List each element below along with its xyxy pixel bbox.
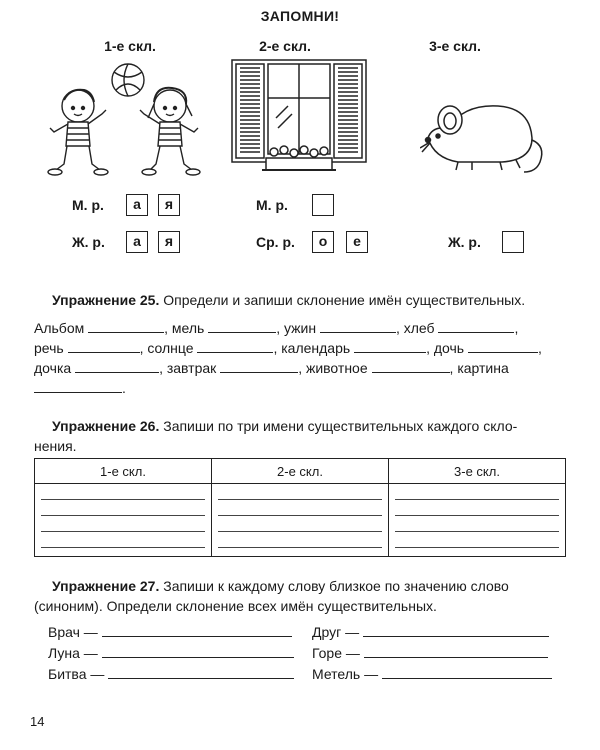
declension-1-heading: 1-е скл. (104, 38, 156, 54)
ending-box: о (312, 231, 334, 253)
word: Альбом (34, 320, 85, 336)
table-line[interactable] (395, 516, 559, 532)
word: завтрак (166, 360, 217, 376)
answer-blank[interactable] (220, 360, 298, 373)
table-line[interactable] (218, 500, 382, 516)
answer-blank[interactable] (75, 360, 159, 373)
answer-blank[interactable] (372, 360, 450, 373)
window-illustration (228, 58, 370, 180)
table-header-3: 3-е скл. (389, 459, 566, 484)
exercise-25-instruction (52, 290, 572, 311)
synonym-answer-line[interactable] (382, 666, 552, 679)
table-line[interactable] (41, 532, 205, 548)
word: солнце (147, 340, 194, 356)
exercise-26-title: Упражнение 26. (52, 418, 160, 434)
synonym-word: Луна (48, 645, 80, 661)
answer-blank[interactable] (88, 320, 164, 333)
table-cell[interactable] (212, 484, 389, 557)
synonym-row (48, 624, 292, 640)
exercise-27-instruction (52, 576, 572, 597)
answer-blank[interactable] (197, 340, 273, 353)
table-line[interactable] (41, 500, 205, 516)
declension-3-heading: 3-е скл. (429, 38, 481, 54)
table-header-1: 1-е скл. (35, 459, 212, 484)
exercise-25-row: Альбом , мель , ужин , хлеб , (34, 320, 519, 336)
exercise-27-task: Запиши к каждому слову близкое по значению слово (163, 578, 509, 594)
declension-2-neut-label: Ср. р. (256, 234, 295, 250)
ending-box-empty[interactable] (502, 231, 524, 253)
synonym-answer-line[interactable] (364, 645, 548, 658)
synonym-row (312, 666, 552, 682)
boy-figure (48, 90, 108, 175)
table-header-2: 2-е скл. (212, 459, 389, 484)
synonym-row (312, 624, 549, 640)
word: хлеб (403, 320, 435, 336)
exercise-27-title: Упражнение 27. (52, 578, 160, 594)
word: ужин (284, 320, 317, 336)
synonym-word: Горе (312, 645, 343, 661)
table-line[interactable] (218, 484, 382, 500)
synonym-word: Врач (48, 624, 80, 640)
children-with-ball-illustration (40, 58, 210, 183)
synonym-row (48, 666, 294, 682)
declension-table (34, 458, 566, 557)
exercise-26-instruction (52, 416, 572, 437)
declension-2-heading: 2-е скл. (259, 38, 311, 54)
exercise-27-task-cont: (синоним). Определи склонение всех имён существительных. (34, 598, 437, 614)
declension-2-masc-label: М. р. (256, 197, 288, 213)
dash: — (345, 624, 360, 640)
answer-blank[interactable] (68, 340, 140, 353)
table-line[interactable] (41, 484, 205, 500)
declension-3-fem-label: Ж. р. (448, 234, 481, 250)
synonym-answer-line[interactable] (102, 624, 292, 637)
table-line[interactable] (218, 532, 382, 548)
table-line[interactable] (41, 516, 205, 532)
mouse-illustration (420, 90, 550, 175)
synonym-word: Метель (312, 666, 361, 682)
word: животное (305, 360, 368, 376)
exercise-25-row: дочка , завтрак , животное , картина (34, 360, 509, 376)
dash: — (90, 666, 105, 682)
answer-blank[interactable] (438, 320, 514, 333)
page-number: 14 (30, 714, 45, 729)
answer-blank[interactable] (208, 320, 276, 333)
table-cell[interactable] (389, 484, 566, 557)
synonym-answer-line[interactable] (108, 666, 294, 679)
dash: — (345, 645, 360, 661)
exercise-25-task: Определи и запиши склонение имён существительных. (163, 292, 526, 308)
synonym-answer-line[interactable] (363, 624, 549, 637)
dash: — (83, 645, 98, 661)
answer-blank[interactable] (468, 340, 538, 353)
ending-box: а (126, 194, 148, 216)
table-line[interactable] (218, 516, 382, 532)
ending-box-empty[interactable] (312, 194, 334, 216)
table-line[interactable] (395, 484, 559, 500)
exercise-25-row: . (34, 380, 126, 396)
table-line[interactable] (395, 532, 559, 548)
answer-blank[interactable] (320, 320, 396, 333)
page-title: ЗАПОМНИ! (260, 8, 340, 24)
word: картина (457, 360, 509, 376)
declension-1-fem-label: Ж. р. (72, 234, 105, 250)
ending-box: я (158, 194, 180, 216)
synonym-row (48, 645, 294, 661)
word: мель (171, 320, 205, 336)
exercise-25-row: речь , солнце , календарь , дочь , (34, 340, 542, 356)
synonym-word: Битва (48, 666, 87, 682)
declension-1-masc-label: М. р. (72, 197, 104, 213)
exercise-26-task-cont: нения. (34, 438, 77, 454)
answer-blank[interactable] (34, 380, 122, 393)
table-cell[interactable] (35, 484, 212, 557)
synonym-row (312, 645, 548, 661)
exercise-25-title: Упражнение 25. (52, 292, 160, 308)
ending-box: е (346, 231, 368, 253)
dash: — (83, 624, 98, 640)
synonym-word: Друг (312, 624, 342, 640)
word: дочь (433, 340, 465, 356)
ending-box: я (158, 231, 180, 253)
dash: — (364, 666, 379, 682)
word: речь (34, 340, 64, 356)
answer-blank[interactable] (354, 340, 426, 353)
exercise-26-task: Запиши по три имени существительных каждого скло- (163, 418, 518, 434)
word: календарь (281, 340, 351, 356)
girl-figure (140, 88, 200, 175)
word: дочка (34, 360, 72, 376)
table-line[interactable] (395, 500, 559, 516)
synonym-answer-line[interactable] (102, 645, 294, 658)
ball-icon (112, 64, 144, 96)
ending-box: а (126, 231, 148, 253)
